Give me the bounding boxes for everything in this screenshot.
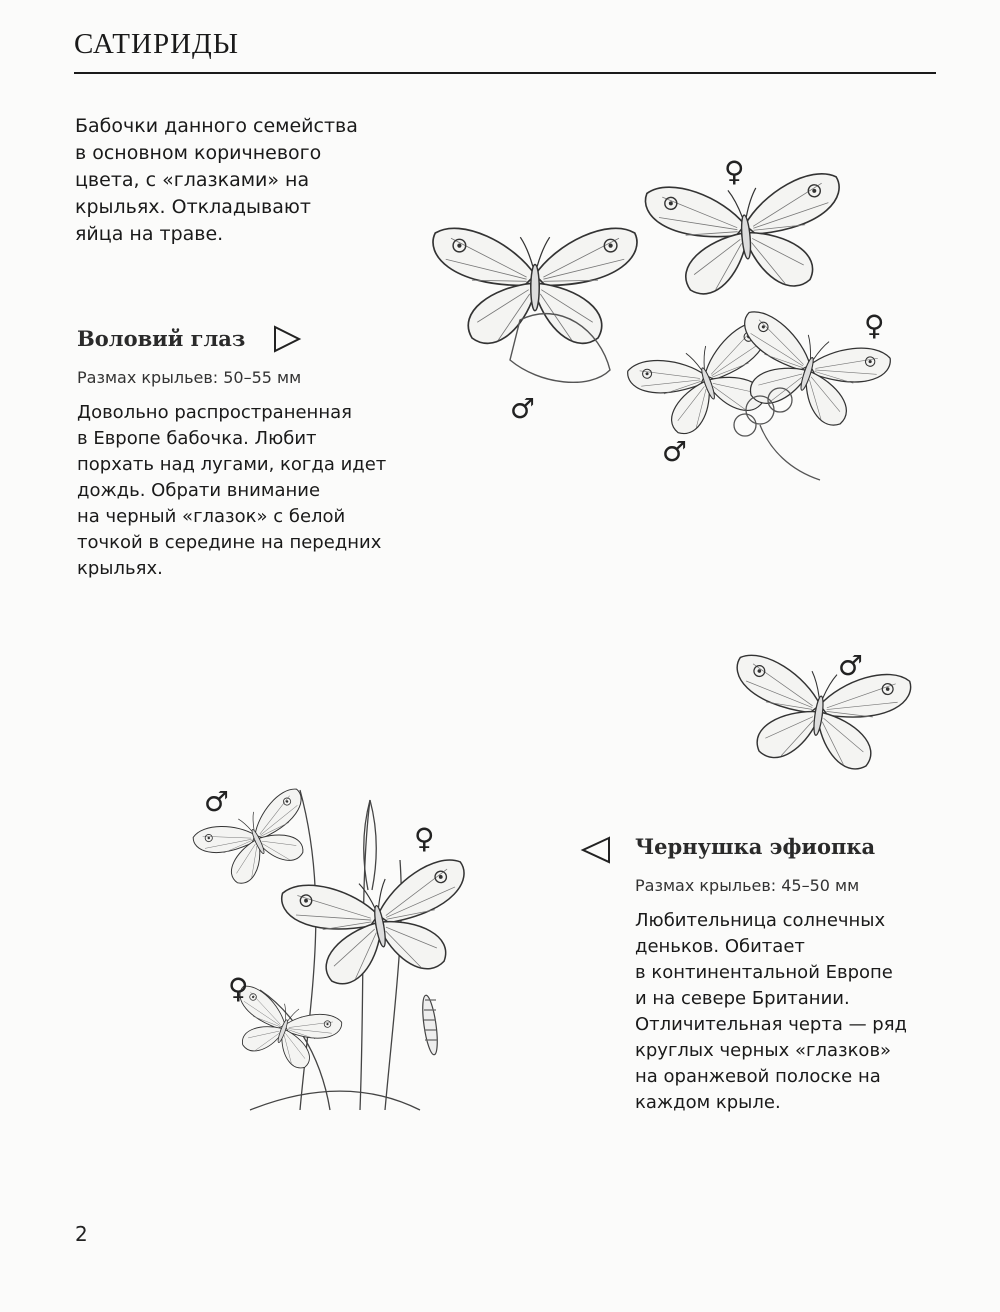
- description-line: точкой в середине на передних: [77, 532, 382, 553]
- male-symbol: ♂: [510, 392, 536, 425]
- butterfly-icon: [644, 172, 847, 298]
- wingspan-scotch-argus: Размах крыльев: 45–50 мм: [635, 876, 860, 895]
- intro-line: в основном коричневого: [75, 142, 322, 164]
- caterpillar-icon: [420, 994, 440, 1055]
- intro-line: яйца на траве.: [75, 223, 224, 245]
- description-line: Довольно распространенная: [77, 402, 352, 423]
- description-line: порхать над лугами, когда идет: [77, 454, 387, 475]
- description-line: деньков. Обитает: [635, 936, 805, 957]
- description-line: круглых черных «глазков»: [635, 1040, 892, 1061]
- female-symbol: ♀: [864, 309, 885, 342]
- description-line: крыльях.: [77, 558, 163, 579]
- butterfly-icon: [280, 857, 480, 992]
- species-name-meadow-brown: Воловий глаз: [77, 326, 246, 351]
- intro-line: крыльях. Откладывают: [75, 196, 311, 218]
- female-symbol: ♀: [414, 822, 435, 855]
- wingspan-meadow-brown: Размах крыльев: 50–55 мм: [77, 368, 302, 387]
- butterfly-icon: [725, 649, 912, 775]
- species-name-scotch-argus: Чернушка эфиопка: [635, 834, 876, 859]
- description-line: Отличительная черта — ряд: [635, 1014, 908, 1035]
- male-symbol: ♂: [204, 785, 230, 818]
- description-line: на оранжевой полоске на: [635, 1066, 881, 1087]
- male-symbol: ♂: [838, 649, 864, 682]
- description-line: в Европе бабочка. Любит: [77, 428, 317, 449]
- intro-line: Бабочки данного семейства: [75, 115, 358, 137]
- description-line: и на севере Британии.: [635, 988, 850, 1009]
- female-symbol: ♀: [228, 972, 249, 1005]
- intro-line: цвета, с «глазками» на: [75, 169, 310, 191]
- description-line: на черный «глазок» с белой: [77, 506, 346, 527]
- description-line: дождь. Обрати внимание: [77, 480, 321, 501]
- female-symbol: ♀: [724, 155, 745, 188]
- butterfly-icon: [433, 228, 637, 343]
- header-title: САТИРИДЫ: [74, 28, 240, 60]
- description-line: каждом крыле.: [635, 1092, 781, 1113]
- page-number: 2: [75, 1222, 88, 1246]
- male-symbol: ♂: [662, 435, 688, 468]
- description-line: Любительница солнечных: [635, 910, 886, 931]
- description-line: в континентальной Европе: [635, 962, 893, 983]
